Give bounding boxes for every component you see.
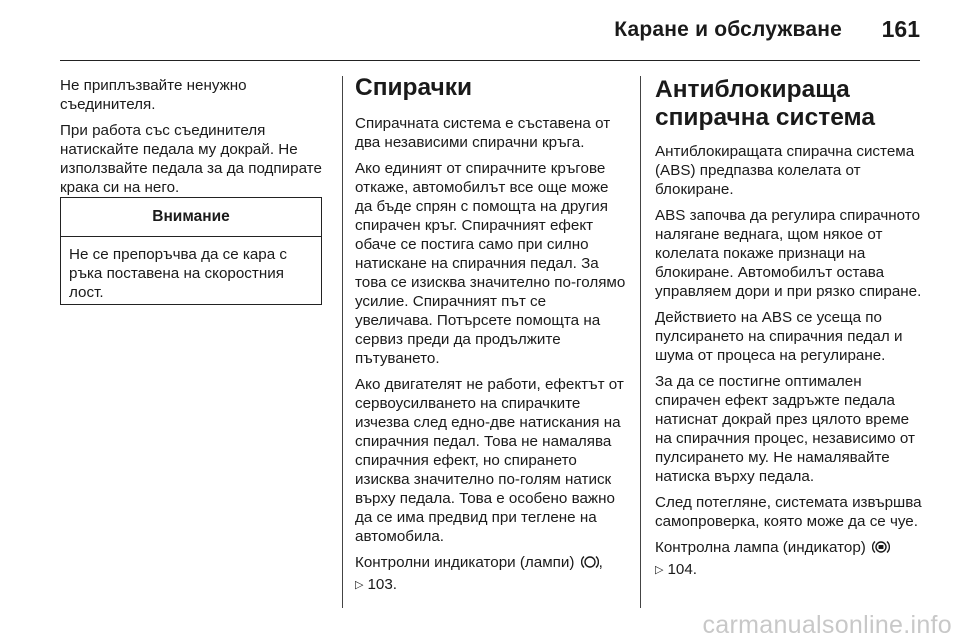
abs-warning-lamp-icon	[872, 539, 890, 560]
heading-abs: Антиблокираща спирачна система	[655, 76, 875, 131]
paragraph-indicators	[355, 553, 627, 595]
paragraph: ABS започва да регулира спирачното налягане веднага, щом някое от колелата покаже признаци на блокиране. Автомобилът остава управляем дори и при рязко спиране.	[655, 207, 922, 300]
indicator-comma: ,	[598, 554, 603, 571]
heading-brakes: Спирачки	[355, 74, 473, 101]
indicator-text: Контролна лампа (индикатор)	[655, 539, 866, 556]
paragraph: Ако единият от спирачните кръгове откаже, автомобилът все още може да бъде спрян с помощта на другия спирачен кръг. Спирачният ефект обаче се постига само при силно натискане на спирачния педал. За това се изисква значително по-голямо усилие. Спирачният път се увеличава. Потърсете помощта на сервиз преди да продължите пътуването.	[355, 160, 626, 367]
paragraph: Спирачната система е съставена от два независими спирачни кръга.	[355, 115, 611, 151]
paragraph: При работа със съединителя натискайте педала му докрай. Не използвайте педала за да подпирате крака си на него.	[60, 122, 322, 196]
column-divider	[640, 76, 641, 608]
page-header	[0, 0, 960, 62]
column-left	[60, 76, 328, 204]
page-reference[interactable]: 104.	[667, 561, 698, 578]
header-divider	[60, 60, 920, 61]
paragraph: Антиблокиращата спирачна система (ABS) предпазва колелата от блокиране.	[655, 143, 915, 198]
paragraph: За да се постигне оптимален спирачен ефект задръжте педала натиснат докрай през цялото време на спирачния процес, независимо от пулсирането му. Не намалявайте натиска върху педала.	[655, 373, 915, 485]
cross-reference-arrow-icon: ▷	[355, 579, 364, 591]
brake-warning-lamp-icon	[581, 554, 599, 575]
notice-heading: Внимание	[61, 198, 321, 237]
paragraph-abs-lamp	[655, 538, 927, 580]
column-middle	[355, 76, 627, 602]
column-right	[655, 76, 927, 587]
warning-notice-box	[60, 197, 322, 305]
paragraph: Не приплъзвайте ненужно съединителя.	[60, 77, 247, 113]
page-reference[interactable]: 103.	[367, 576, 398, 593]
paragraph: Действието на ABS се усеща по пулсирането на спирачния педал и шума от процеса на регулиране.	[655, 309, 903, 364]
column-divider	[342, 76, 343, 608]
section-title: Каране и обслужване	[614, 18, 842, 41]
paragraph: Ако двигателят не работи, ефектът от сервоусилването на спирачките изчезва след едно-две натискания на спирачния педал. Това не намалява спирачния ефект, но спирането изисква значително по-голям натиск върху педала. Това е особено важно да се има предвид при теглене на автомобила.	[355, 376, 624, 545]
page-number: 161	[881, 16, 920, 42]
watermark: carmanualsonline.info	[702, 611, 952, 639]
paragraph: След потегляне, системата извършва самопроверка, която може да се чуе.	[655, 494, 922, 530]
cross-reference-arrow-icon: ▷	[655, 564, 664, 576]
indicator-text: Контролни индикатори (лампи)	[355, 554, 575, 571]
notice-body: Не се препоръчва да се кара с ръка поставена на скоростния лост.	[69, 246, 288, 301]
